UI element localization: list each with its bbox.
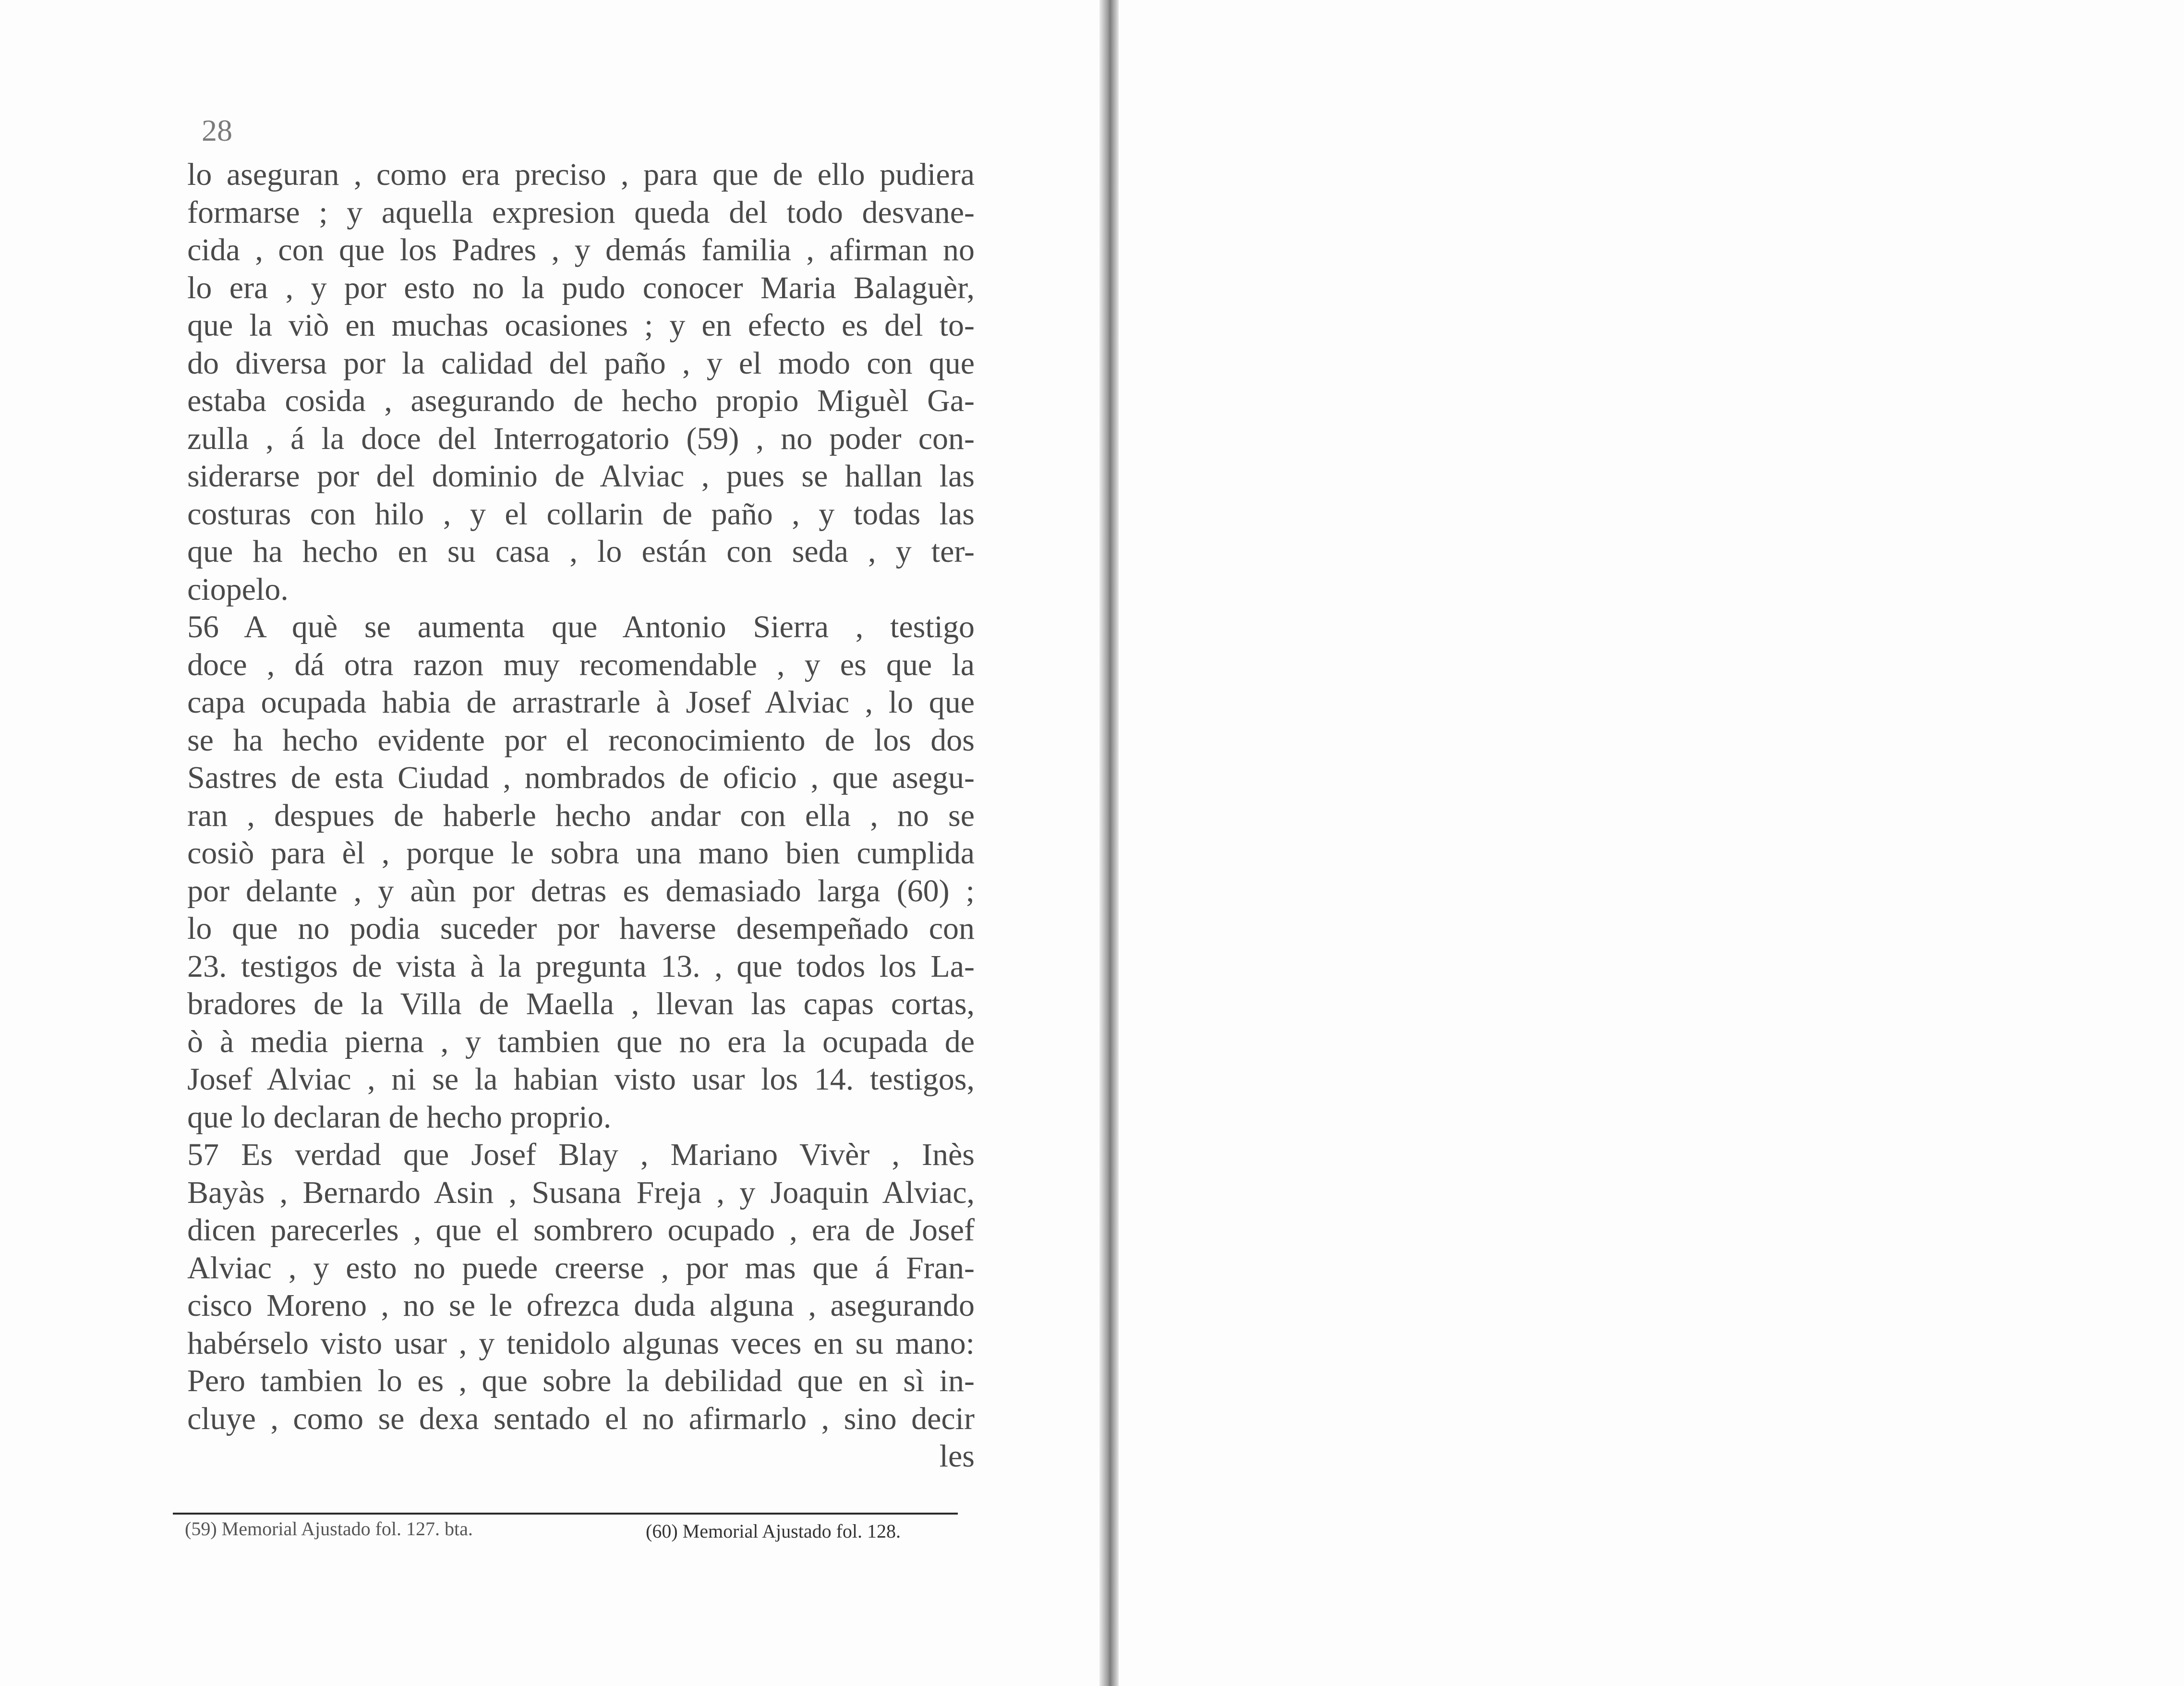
text-line: Alviac , y esto no puede creerse , por mas que á Fran- (187, 1250, 975, 1286)
text-line: cosiò para èl , porque le sobra una mano bien cumplida (187, 836, 975, 871)
left-page-text (187, 156, 975, 1476)
text-line: do diversa por la calidad del paño , y el modo con que (187, 345, 975, 381)
text-line: que ha hecho en su casa , lo están con seda , y ter- (187, 534, 975, 569)
text-line: Pero tambien lo es , que sobre la debilidad que en sì in- (187, 1363, 975, 1398)
text-line: Bayàs , Bernardo Asin , Susana Freja , y Joaquin Alviac, (187, 1175, 975, 1210)
catchword-left: les (939, 1439, 975, 1474)
text-line: cisco Moreno , no se le ofrezca duda alguna , asegurando (187, 1288, 975, 1323)
text-line: Josef Alviac , ni se la habian visto usar los 14. testigos, (187, 1062, 975, 1097)
text-line: habérselo visto usar , y tenidolo algunas veces en su mano: (187, 1325, 975, 1361)
text-line: capa ocupada habia de arrastrarle à Josef Alviac , lo que (187, 685, 975, 720)
text-line: 23. testigos de vista à la pregunta 13. , que todos los La- (187, 948, 975, 984)
book-gutter (1099, 0, 1119, 1686)
text-line: se ha hecho evidente por el reconocimiento de los dos (187, 722, 975, 758)
text-line: ciopelo. (187, 571, 289, 607)
text-line: lo que no podia suceder por haverse desempeñado con (187, 911, 975, 946)
footnote-59: (59) Memorial Ajustado fol. 127. bta. (185, 1518, 473, 1540)
text-line: estaba cosida , asegurando de hecho propio Miguèl Ga- (187, 383, 975, 418)
text-line: Sastres de esta Ciudad , nombrados de oficio , que asegu- (187, 760, 975, 795)
text-line: formarse ; y aquella expresion queda del todo desvane- (187, 194, 975, 230)
footnote-rule-left (173, 1513, 958, 1515)
text-line: dicen parecerles , que el sombrero ocupado , era de Josef (187, 1213, 975, 1248)
text-line: que lo declaran de hecho proprio. (187, 1099, 612, 1135)
footnote-60: (60) Memorial Ajustado fol. 128. (646, 1520, 901, 1542)
text-line: zulla , á la doce del Interrogatorio (59) , no poder con- (187, 421, 975, 456)
text-line: por delante , y aùn por detras es demasiado larga (60) ; (187, 873, 975, 909)
text-line: cida , con que los Padres , y demás familia , afirman no (187, 232, 975, 267)
text-line: siderarse por del dominio de Alviac , pues se hallan las (187, 459, 975, 494)
text-line: lo aseguran , como era preciso , para que de ello pudiera (187, 157, 975, 192)
text-line: cluye , como se dexa sentado el no afirmarlo , sino decir (187, 1401, 975, 1436)
text-line: lo era , y por esto no la pudo conocer Maria Balaguèr, (187, 270, 975, 305)
page-number-left: 28 (202, 113, 232, 147)
paragraph-57-start: 57 Es verdad que Josef Blay , Mariano Vivèr , Inès (187, 1137, 975, 1172)
text-line: costuras con hilo , y el collarin de paño , y todas las (187, 496, 975, 532)
text-line: ò à media pierna , y tambien que no era la ocupada de (187, 1024, 975, 1059)
text-line: doce , dá otra razon muy recomendable , y es que la (187, 647, 975, 682)
right-page (1119, 0, 2184, 1686)
text-line: bradores de la Villa de Maella , llevan las capas cortas, (187, 986, 975, 1021)
text-line: que la viò en muchas ocasiones ; y en efecto es del to- (187, 308, 975, 343)
paragraph-56-start: 56 A què se aumenta que Antonio Sierra , testigo (187, 609, 975, 644)
text-line: ran , despues de haberle hecho andar con ella , no se (187, 798, 975, 833)
